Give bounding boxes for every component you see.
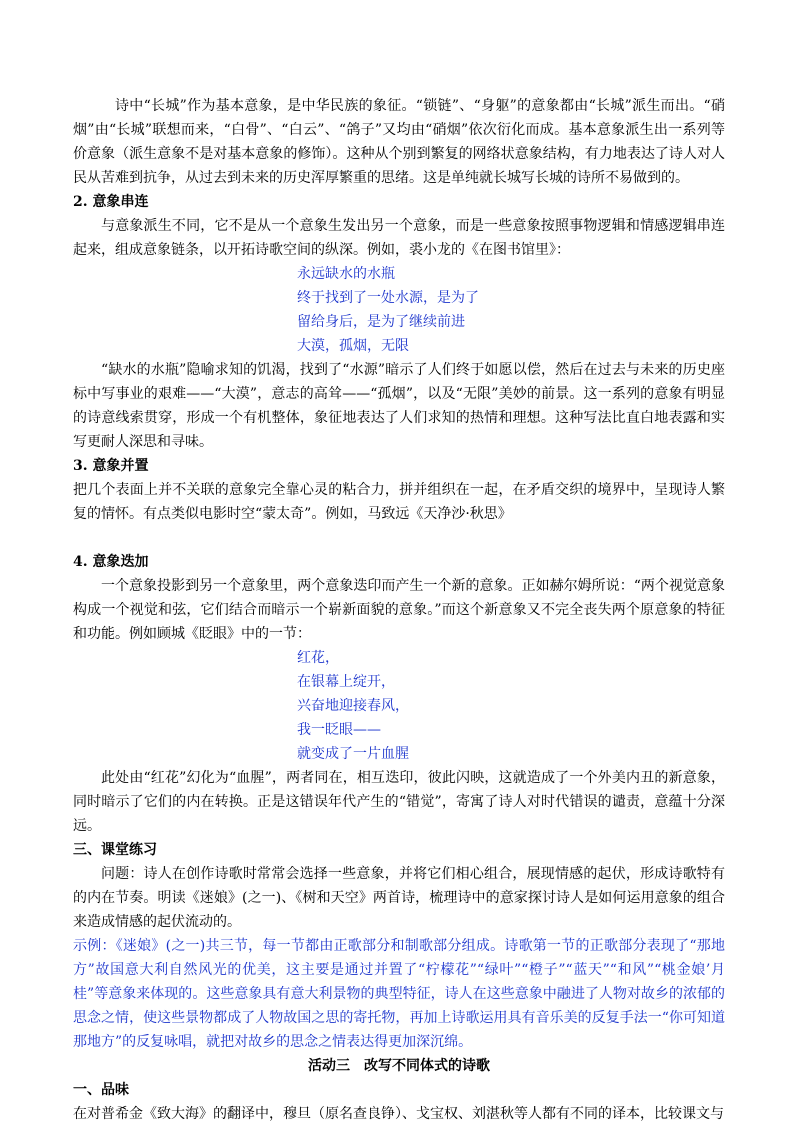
paragraph-translation: 在对普希金《致大海》的翻译中，穆旦（原名查良铮）、戈宝权、刘湛秋等人都有不同的译本，比较课文与 xyxy=(73,1106,724,1122)
paragraph-overlay-intro: 一个意象投影到另一个意象里，两个意象迭印而产生一个新的意象。正如赫尔姆所说：“两个视觉意象构成一个视觉和弦，它们结合而暗示一个崭新面貌的意象。”而这个新意象又不完全丧失两个原意象的特征和功能。例如顾城《眨眼》中的一节： xyxy=(73,578,725,642)
paragraph-overlay-analysis: 此处由“红花”幻化为“血腥”，两者同在，相互迭印，彼此闪映，这就造成了一个外美内丑的新意象，同时暗示了它们的内在转换。正是这错误年代产生的“错觉”，寄寓了诗人对时代错误的谴责，意蕴十分深远。 xyxy=(73,770,725,834)
poem-line: 兴奋地迎接春风， xyxy=(297,698,409,714)
heading-image-overlay: 4. 意象迭加 xyxy=(73,554,149,570)
paragraph-chang-cheng: 诗中“长城”作为基本意象，是中华民族的象征。“锁链”、“身躯”的意象都由“长城”派生而出。“硝烟”由“长城”联想而来，“白骨”、“白云”、“鸽子”又均由“硝烟”依次衍化而成。基本意象派生出一系列等价意象（派生意象不是对基本意象的修饰）。这种从个别到繁复的网络状意象结构，有力地表达了诗人对人民从苦难到抗争，从过去到未来的历史浑厚繁重的思绪。这是单纯就长城写长城的诗所不易做到的。 xyxy=(73,98,725,186)
heading-appreciate: 一、品味 xyxy=(73,1082,129,1098)
poem-line: 红花， xyxy=(297,650,339,666)
poem-line: 我一眨眼—— xyxy=(297,722,381,738)
poem-line: 留给身后，是为了继续前进 xyxy=(297,314,465,330)
poem-line: 终于找到了一处水源，是为了 xyxy=(297,290,479,306)
blank-line xyxy=(73,526,725,550)
poem-line: 就变成了一片血腥 xyxy=(297,746,409,762)
heading-image-juxtaposition: 3. 意象并置 xyxy=(73,458,149,474)
paragraph-series-intro: 与意象派生不同，它不是从一个意象生发出另一个意象，而是一些意象按照事物逻辑和情感逻辑串连起来，组成意象链条，以开拓诗歌空间的纵深。例如，裘小龙的《在图书馆里》： xyxy=(73,218,725,258)
poem-library xyxy=(73,262,725,358)
paragraph-practice-question: 问题：诗人在创作诗歌时常常会选择一些意象，并将它们相心组合，展现情感的起伏，形成诗歌特有的内在节奏。明读《迷娘》(之一)、《树和天空》两首诗，梳理诗中的意家探讨诗人是如何运用意象的组合来造成情感的起伏流动的。 xyxy=(73,866,725,930)
paragraph-juxtaposition: 把几个表面上并不关联的意象完全靠心灵的粘合力，拼并组织在一起，在矛盾交织的境界中，呈现诗人繁复的情怀。有点类似电影时空“蒙太奇”。例如，马致远《天净沙·秋思》 xyxy=(73,482,725,522)
poem-line: 在银幕上绽开， xyxy=(297,674,395,690)
paragraph-practice-example: 示例：《迷娘》(之一)共三节，每一节都由正歌部分和制歌部分组成。诗歌第一节的正歌部分表现了“那地方”故国意大利自然风光的优美，这主要是通过并置了“柠檬花”“绿叶”“橙子”“蓝天”“和风”“桃金娘’月桂”等意象来体现的。这些意象具有意大利景物的典型特征，诗人在这些意象中融进了人物对故乡的浓郁的思念之情，使这些景物都成了人物故国之思的寄托物，再加上诗歌运用具有音乐美的反复手法一“你可知道那地方”的反复咏唱，就把对故乡的思念之情表达得更加深沉绵。 xyxy=(73,938,725,1050)
paragraph-series-analysis: “缺水的水瓶”隐喻求知的饥渴，找到了“水源”暗示了人们终于如愿以偿，然后在过去与未来的历史座标中写事业的艰难——“大漠”，意志的高耸——“孤烟”，以及“无限”美妙的前景。这一系列的意象有明显的诗意线索贯穿，形成一个有机整体，象征地表达了人们求知的热情和理想。这种写法比直白地表露和实写更耐人深思和寻味。 xyxy=(73,362,725,450)
poem-line: 永远缺水的水瓶 xyxy=(297,266,395,282)
poem-blink xyxy=(73,646,725,766)
heading-class-practice: 三、课堂练习 xyxy=(73,842,157,858)
heading-image-series: 2. 意象串连 xyxy=(73,194,149,210)
heading-activity-three: 活动三 改写不同体式的诗歌 xyxy=(308,1058,490,1074)
document-page xyxy=(73,94,725,1126)
poem-line: 大漠，孤烟，无限 xyxy=(297,338,409,354)
